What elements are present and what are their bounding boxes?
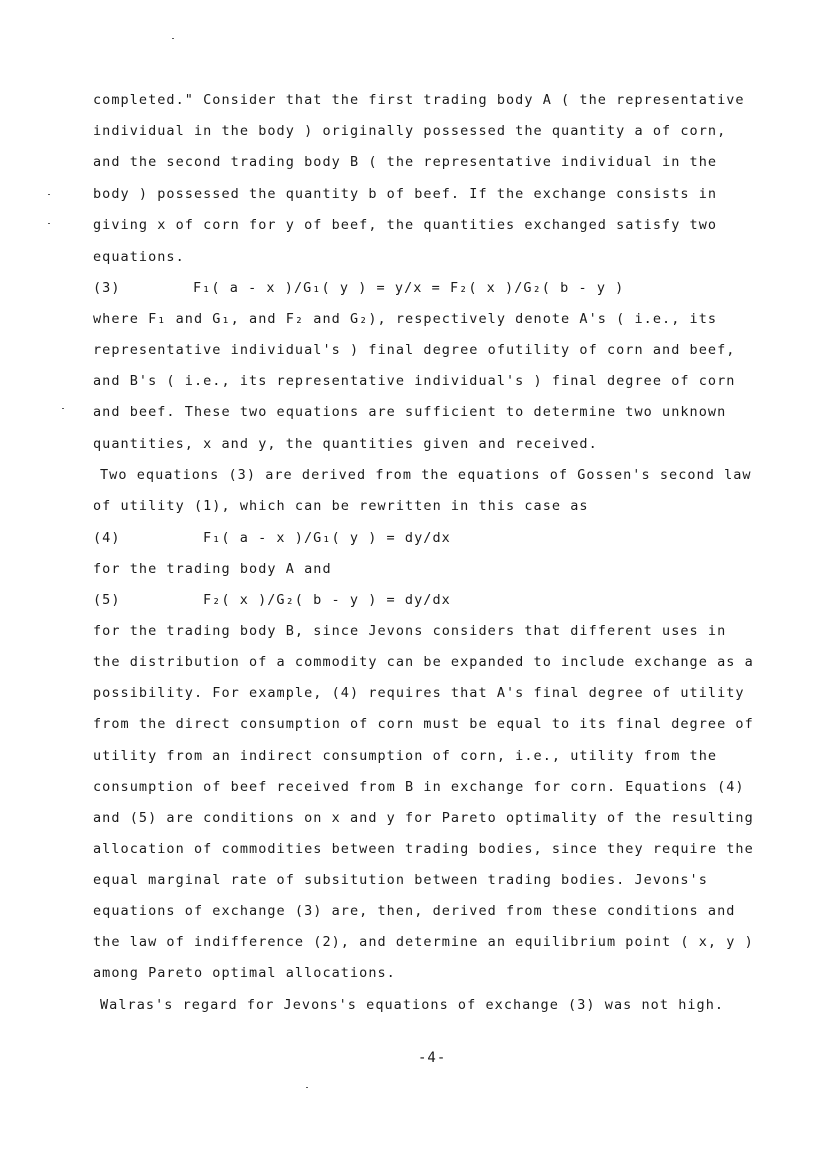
scan-speck — [62, 408, 64, 409]
equation-3-label: (3) — [93, 280, 121, 296]
text-line: allocation of commodities between trading bodies, since they require the — [93, 841, 754, 857]
equation-4-label: (4) — [93, 530, 121, 546]
scan-speck — [306, 1087, 308, 1088]
text-line: equations of exchange (3) are, then, derived from these conditions and — [93, 903, 736, 919]
scan-speck — [48, 223, 50, 224]
text-line: equations. — [93, 249, 185, 265]
text-line: and B's ( i.e., its representative individual's ) final degree of corn — [93, 373, 736, 389]
text-line: the distribution of a commodity can be expanded to include exchange as a — [93, 654, 754, 670]
scan-speck — [48, 194, 50, 195]
text-line: and beef. These two equations are sufficient to determine two unknown — [93, 404, 727, 420]
text-line: where F₁ and G₁, and F₂ and G₂), respectively denote A's ( i.e., its — [93, 311, 718, 327]
text-line: possibility. For example, (4) requires that A's final degree of utility — [93, 685, 745, 701]
equation-3: F₁( a - x )/G₁( y ) = y/x = F₂( x )/G₂( b - y ) — [193, 280, 625, 296]
equation-4: F₁( a - x )/G₁( y ) = dy/dx — [203, 530, 451, 546]
text-line: equal marginal rate of subsitution between trading bodies. Jevons's — [93, 872, 708, 888]
paragraph-start: Walras's regard for Jevons's equations of exchange (3) was not high. — [100, 997, 725, 1013]
equation-5: F₂( x )/G₂( b - y ) = dy/dx — [203, 592, 451, 608]
text-line: for the trading body A and — [93, 561, 332, 577]
text-line: consumption of beef received from B in exchange for corn. Equations (4) — [93, 779, 745, 795]
text-line: for the trading body B, since Jevons considers that different uses in — [93, 623, 727, 639]
text-line: utility from an indirect consumption of corn, i.e., utility from the — [93, 748, 718, 764]
text-line: and the second trading body B ( the representative individual in the — [93, 154, 718, 170]
text-line: among Pareto optimal allocations. — [93, 965, 396, 981]
text-line: completed." Consider that the first trading body A ( the representative — [93, 92, 745, 108]
text-line: representative individual's ) final degree ofutility of corn and beef, — [93, 342, 736, 358]
scan-speck — [172, 38, 174, 39]
paragraph-start: Two equations (3) are derived from the equations of Gossen's second law — [100, 467, 752, 483]
page-number: -4- — [418, 1050, 447, 1066]
text-line: body ) possessed the quantity b of beef. If the exchange consists in — [93, 186, 718, 202]
text-line: and (5) are conditions on x and y for Pareto optimality of the resulting — [93, 810, 754, 826]
text-line: quantities, x and y, the quantities given and received. — [93, 436, 598, 452]
text-line: giving x of corn for y of beef, the quantities exchanged satisfy two — [93, 217, 718, 233]
equation-5-label: (5) — [93, 592, 121, 608]
text-line: of utility (1), which can be rewritten in this case as — [93, 498, 589, 514]
text-line: individual in the body ) originally possessed the quantity a of corn, — [93, 123, 727, 139]
text-line: from the direct consumption of corn must be equal to its final degree of — [93, 716, 754, 732]
text-line: the law of indifference (2), and determine an equilibrium point ( x, y ) — [93, 934, 754, 950]
